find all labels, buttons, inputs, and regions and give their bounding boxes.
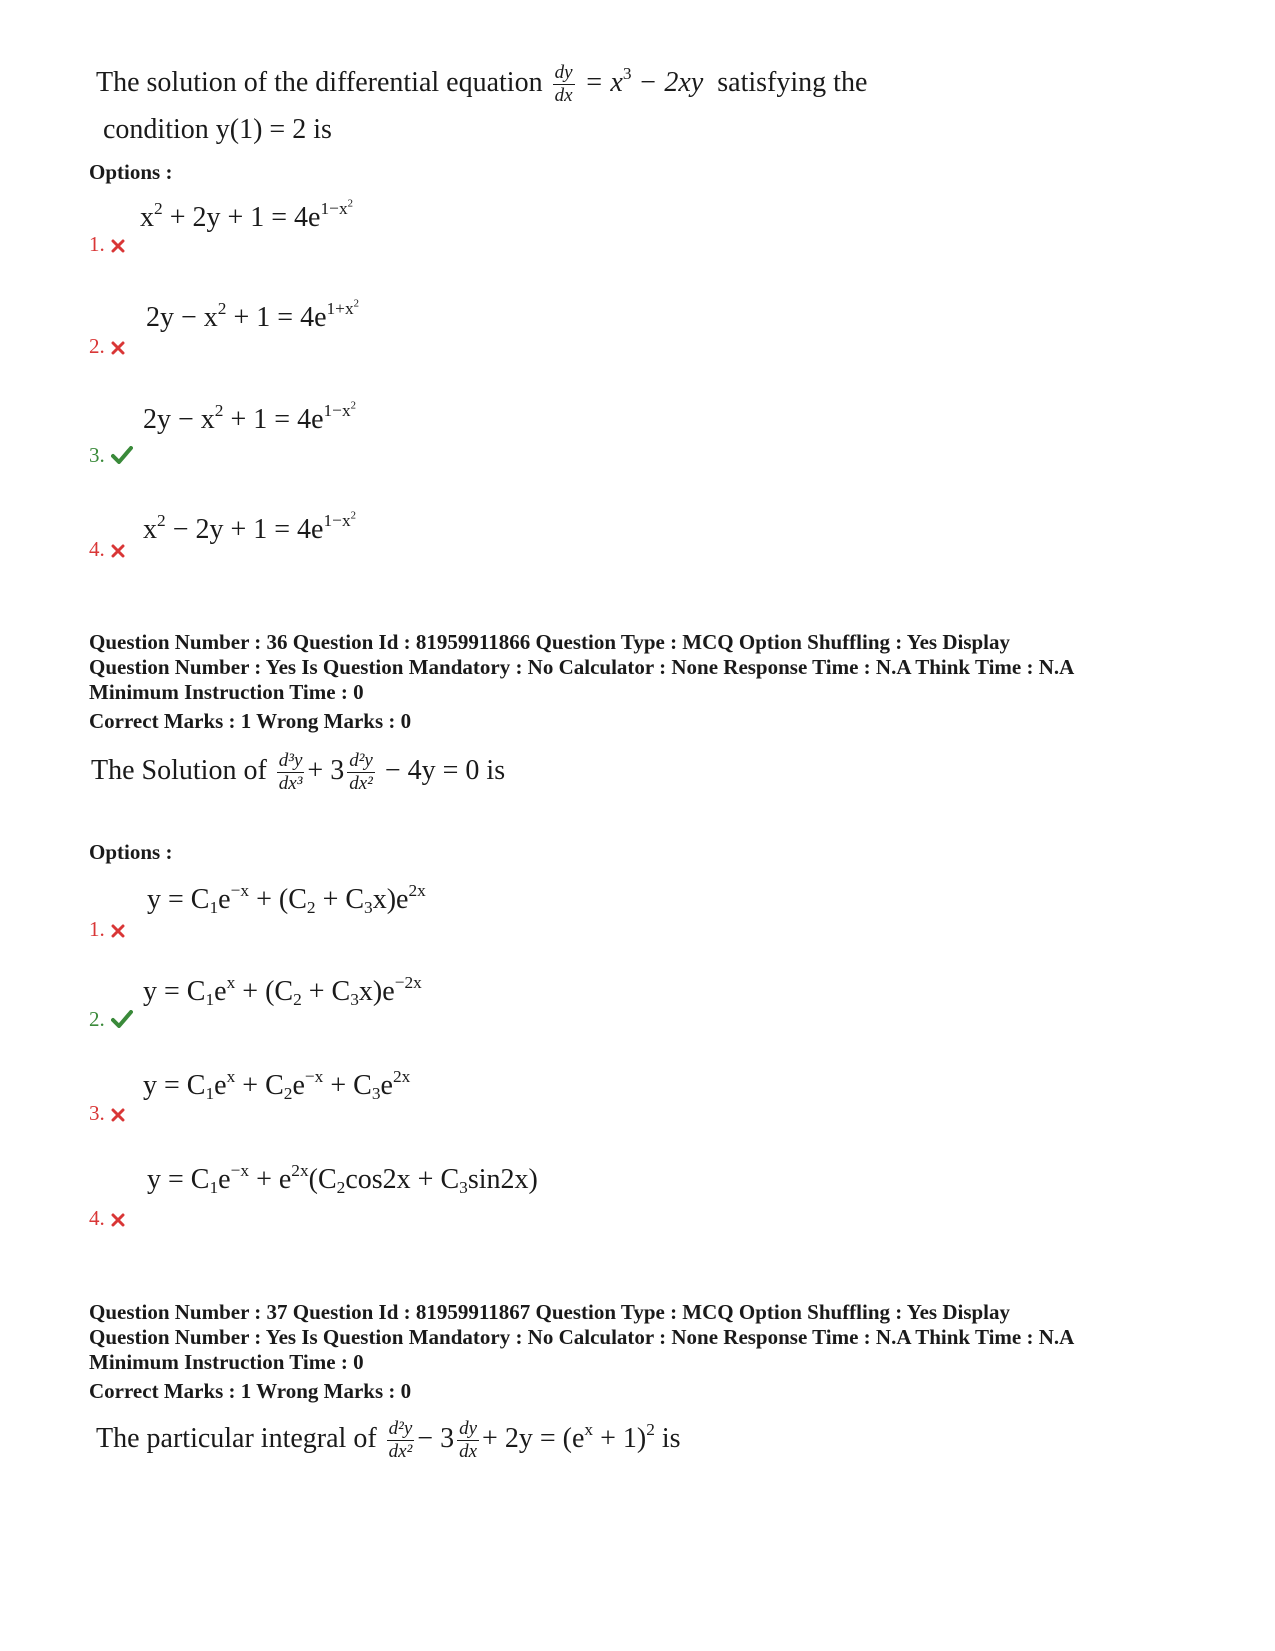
q36-meta-line1: Question Number : 36 Question Id : 81959911866 Question Type : MCQ Option Shuffling : Yes Display (89, 630, 1011, 654)
q36-option-2-expr: $y = C_1e^x + (C_2 + C_3x)e^{-2x}$ (143, 972, 422, 1010)
q36-frac2-den: dx² (349, 773, 373, 794)
q37-stem-tail: + 1) (593, 1422, 647, 1454)
cross-icon (111, 336, 125, 361)
q35-option-1-expr: $x^2 + 2y + 1 = 4e^{1-x^2}$ (140, 197, 354, 233)
q36-stem-prefix: The Solution of (91, 754, 267, 786)
q35-stem-prefix: The solution of the differential equation (96, 66, 543, 98)
q35-option-2-expr: $2y - x^2 + 1 = 4e^{1+x^2}$ (146, 297, 360, 333)
q37-meta-line2: Question Number : Yes Is Question Mandatory : No Calculator : None Response Time : N.A Think Time : N.A (89, 1325, 1075, 1349)
q37-marks: Correct Marks : 1 Wrong Marks : 0 (89, 1379, 412, 1403)
q36-frac1-num: d³y (278, 750, 303, 771)
q36-stem (91, 750, 505, 795)
q37-frac1-num: d²y (388, 1418, 413, 1439)
q36-option-2-number: 2. (89, 1007, 133, 1034)
cross-icon (111, 1103, 125, 1128)
q36-option-1-expr: $y = C_1e^{-x} + (C_2 + C_3x)e^{2x}$ (147, 880, 426, 918)
q35-option-1-number: 1. (89, 232, 125, 259)
q37-frac2-den: dx (459, 1441, 478, 1462)
q35-option-2-number: 2. (89, 334, 125, 361)
q36-option-4-expr: $y = C_1e^{-x} + e^{2x}(C_2\cos 2x + C_3\sin 2x)$ (147, 1160, 538, 1198)
q35-stem-line2: condition y(1) = 2 is (103, 114, 332, 145)
q36-stem-suffix: − 4y = 0 is (384, 754, 506, 786)
q35-eq-exp: 3 (622, 63, 632, 83)
q37-frac1-den: dx² (388, 1441, 413, 1462)
q35-eq-tail: − 2xy (631, 66, 704, 98)
q35-deriv-den: dx (554, 85, 573, 106)
q36-option-1-number: 1. (89, 917, 125, 944)
q37-stem-mid: − 3 (417, 1422, 455, 1454)
q35-eq-rhs: = x (584, 66, 623, 98)
q37-stem-suffix: + 2y = (e (482, 1422, 585, 1454)
q35-deriv-num: dy (554, 62, 573, 83)
q36-meta (89, 630, 1074, 705)
q36-options-label: Options : (89, 840, 173, 864)
cross-icon (111, 234, 125, 259)
q35-stem-line1 (96, 62, 867, 107)
q36-stem-mid: + 3 (307, 754, 345, 786)
q36-frac2-num: d²y (349, 750, 373, 771)
q37-stem-end: is (654, 1422, 681, 1454)
q36-meta-line2: Question Number : Yes Is Question Mandatory : No Calculator : None Response Time : N.A Think Time : N.A (89, 655, 1075, 679)
cross-icon (111, 919, 125, 944)
q37-frac2-num: dy (459, 1418, 478, 1439)
q37-stem-prefix: The particular integral of (96, 1422, 377, 1454)
q35-derivative (553, 62, 575, 107)
q35-option-4-number: 4. (89, 537, 125, 564)
q37-frac1 (387, 1418, 415, 1463)
q35-option-3-expr: $2y - x^2 + 1 = 4e^{1-x^2}$ (143, 399, 357, 435)
q36-option-3-expr: $y = C_1e^x + C_2e^{-x} + C_3e^{2x}$ (143, 1066, 411, 1104)
check-icon (111, 445, 133, 470)
q36-frac1-den: dx³ (278, 773, 303, 794)
q35-options-label: Options : (89, 160, 173, 184)
q36-frac2 (347, 750, 375, 795)
cross-icon (111, 1208, 125, 1233)
q37-stem-exp: x (584, 1419, 594, 1439)
check-icon (111, 1009, 133, 1034)
q35-stem-suffix: satisfying the (717, 66, 868, 98)
q37-meta-line3: Minimum Instruction Time : 0 (89, 1350, 364, 1374)
q37-meta (89, 1300, 1074, 1375)
q37-frac2 (457, 1418, 479, 1463)
q36-option-3-number: 3. (89, 1101, 125, 1128)
q36-meta-line3: Minimum Instruction Time : 0 (89, 680, 364, 704)
q36-marks: Correct Marks : 1 Wrong Marks : 0 (89, 709, 412, 733)
q37-stem-tail-exp: 2 (646, 1419, 655, 1439)
q36-frac1 (277, 750, 305, 795)
q35-option-4-expr: $x^2 - 2y + 1 = 4e^{1-x^2}$ (143, 509, 357, 545)
q36-option-4-number: 4. (89, 1206, 125, 1233)
q35-option-3-number: 3. (89, 443, 133, 470)
q37-meta-line1: Question Number : 37 Question Id : 81959911867 Question Type : MCQ Option Shuffling : Yes Display (89, 1300, 1011, 1324)
cross-icon (111, 539, 125, 564)
q37-stem (96, 1418, 681, 1463)
